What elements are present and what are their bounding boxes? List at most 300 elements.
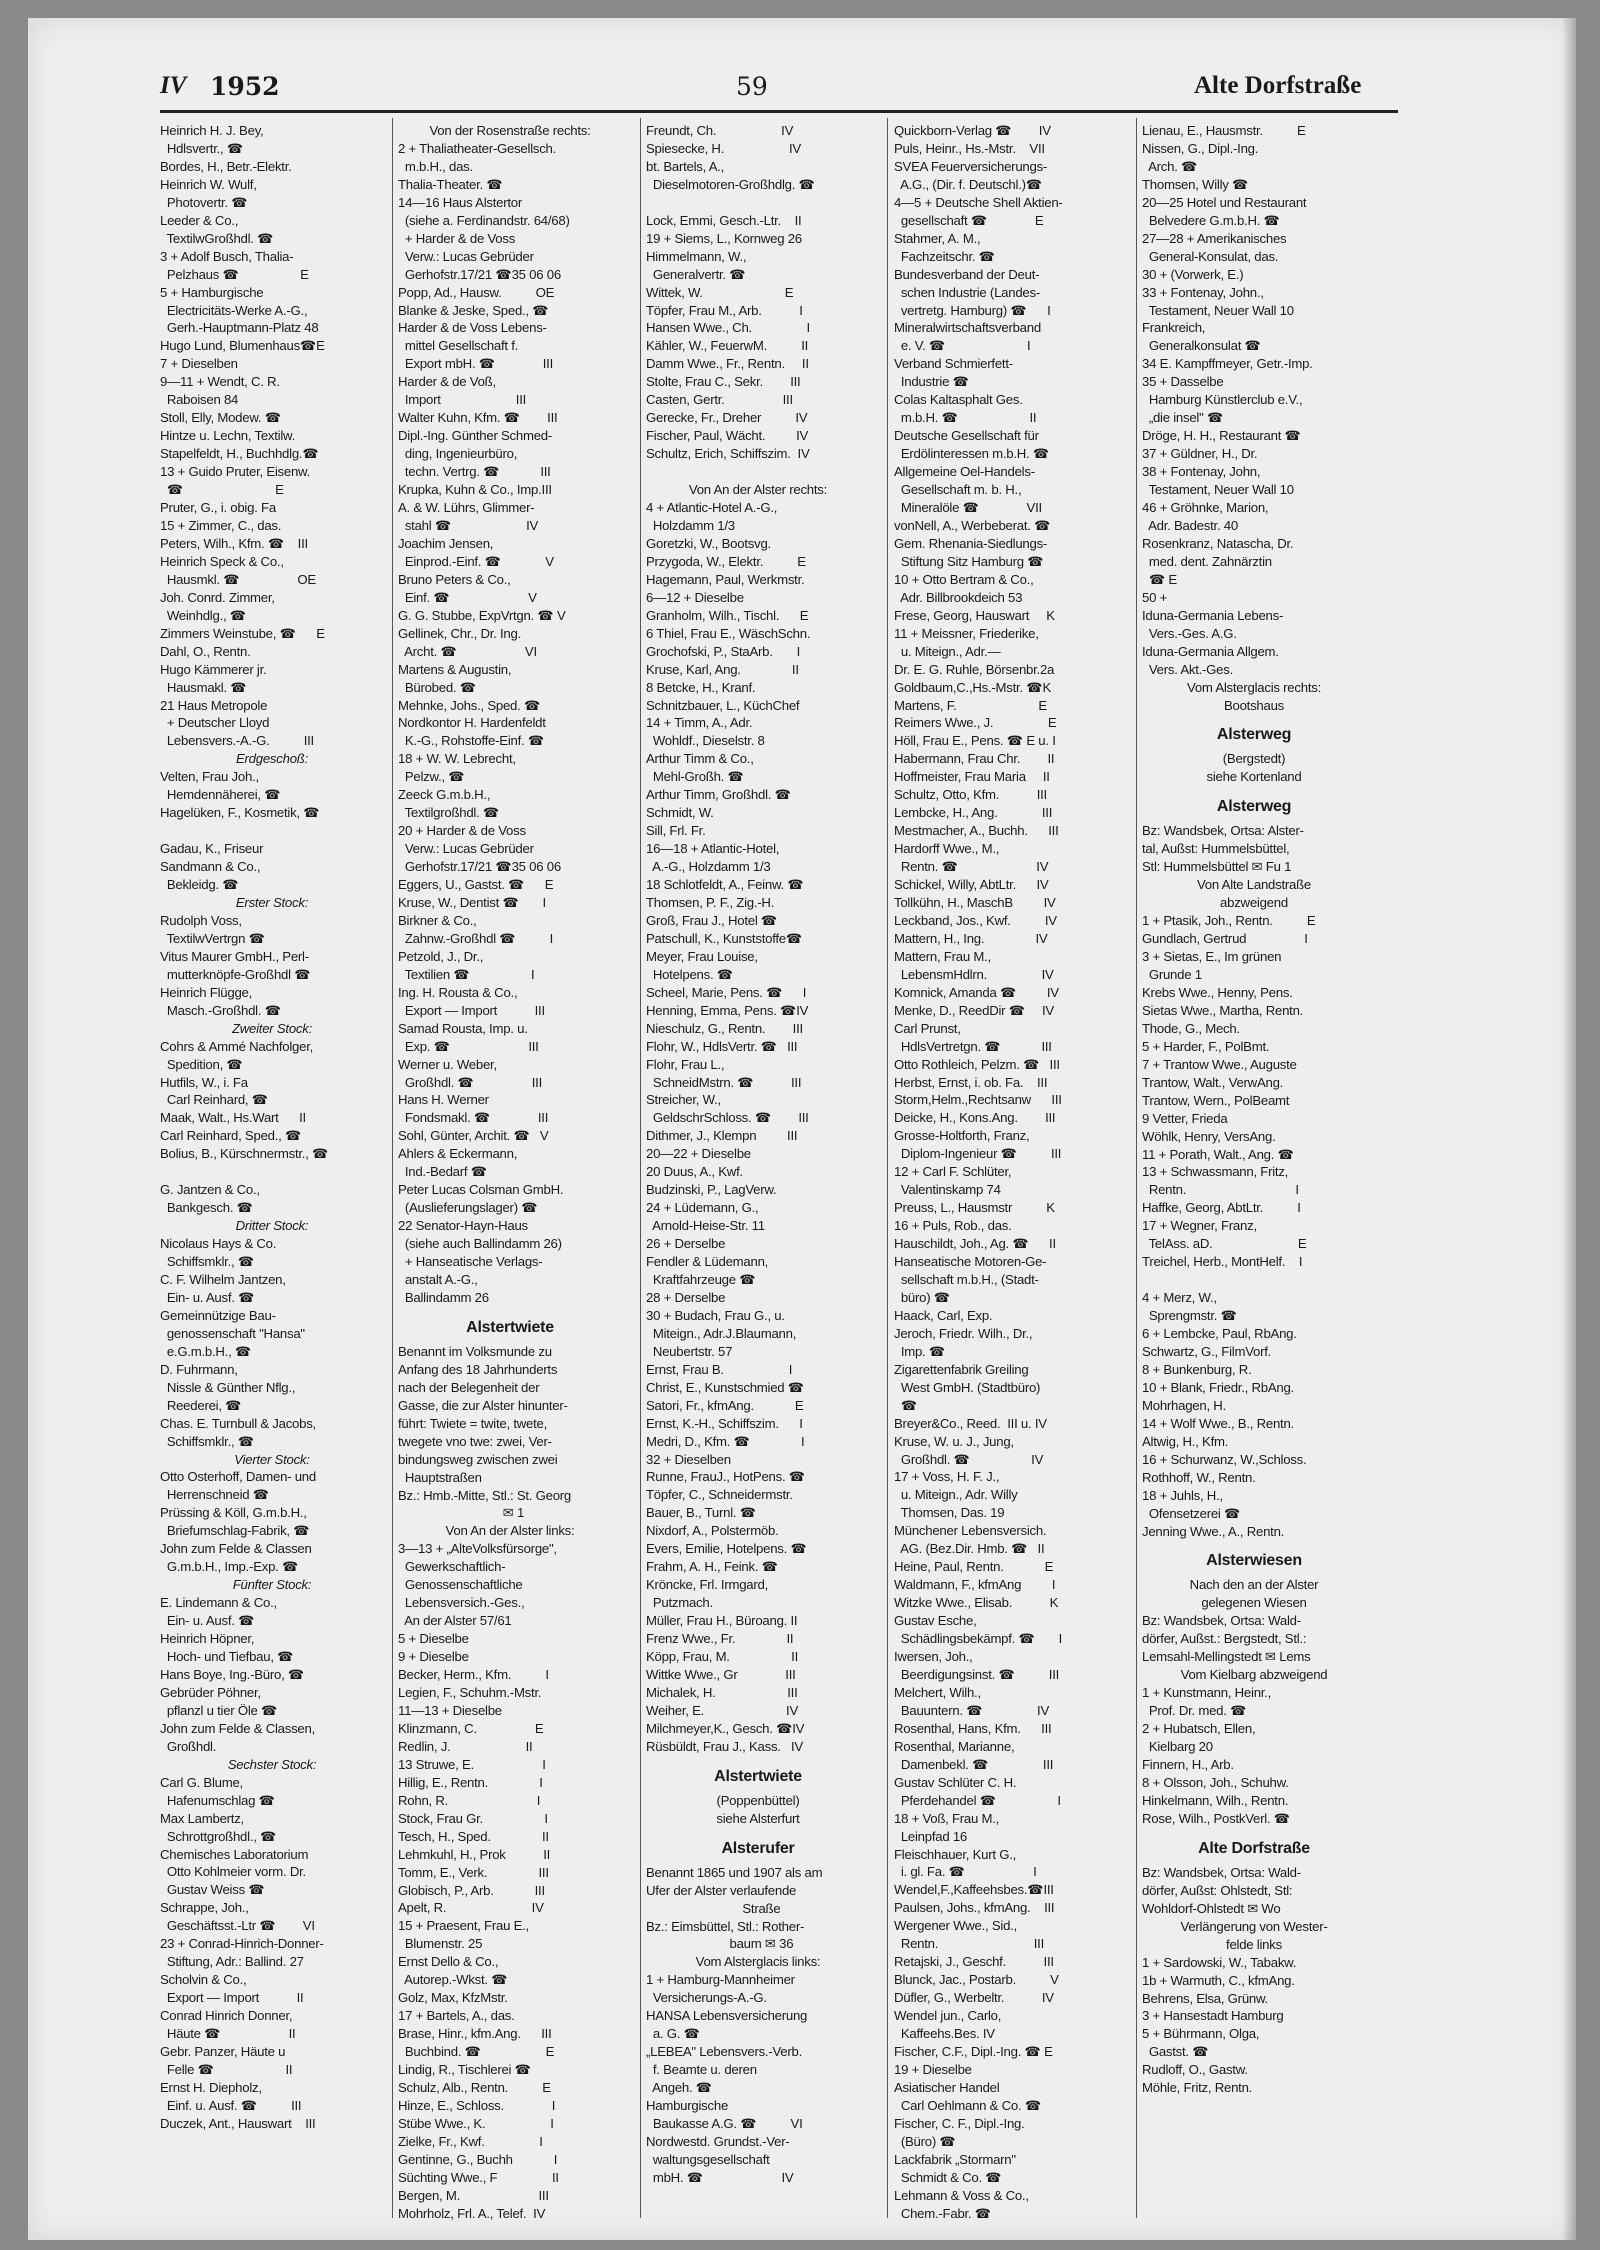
directory-entry: Vers. Akt.-Ges. <box>1142 661 1234 677</box>
directory-entry: Mehl-Großh. ☎ <box>646 769 744 785</box>
section-note: ✉ 1 <box>495 1505 525 1521</box>
directory-entry: 23 + Conrad-Hinrich-Donner- <box>160 1936 324 1952</box>
directory-entry: Imp. ☎ <box>894 1343 946 1359</box>
directory-entry: 32 + Dieselben <box>646 1451 731 1467</box>
directory-entry: Rüsbüldt, Frau J., Kass. IV <box>646 1738 803 1754</box>
directory-entry: Klinzmann, C. E <box>398 1720 544 1736</box>
directory-entry: Sohl, Günter, Archit. ☎ V <box>398 1128 549 1144</box>
directory-entry: Ind.-Bedarf ☎ <box>398 1164 487 1180</box>
directory-entry: Mehnke, Johs., Sped. ☎ <box>398 697 541 713</box>
directory-entry: TextilwVertrgn ☎ <box>160 930 265 946</box>
directory-entry <box>160 1163 384 1181</box>
directory-entry: 3 + Sietas, E., Im grünen <box>1142 949 1282 965</box>
directory-entry: Baukasse A.G. ☎ VI <box>646 2115 803 2131</box>
directory-entry: Blanke & Jeske, Sped., ☎ <box>398 302 549 318</box>
directory-entry: Ernst H. Diepholz, <box>160 2079 262 2095</box>
directory-entry: Düfler, G., Werbeltr. IV <box>894 1990 1054 2006</box>
directory-entry: Golz, Max, KfzMstr. <box>398 1990 508 2006</box>
directory-entry: Lembcke, H., Ang. III <box>894 805 1053 821</box>
directory-entry: Cohrs & Ammé Nachfolger, <box>160 1038 314 1054</box>
floor-label: Vierter Stock: <box>234 1451 310 1467</box>
directory-entry: 3 + Adolf Busch, Thalia- <box>160 248 294 264</box>
directory-entry: 13 + Schwassmann, Fritz, <box>1142 1164 1289 1180</box>
directory-entry: Otto Osterhoff, Damen- und <box>160 1469 316 1485</box>
directory-entry: SVEA Feuerversicherungs- <box>894 158 1048 174</box>
directory-entry: Töpfer, C., Schneidermstr. <box>646 1487 793 1503</box>
directory-entry: Waldmann, F., kfmAng I <box>894 1577 1056 1593</box>
directory-entry: Petzold, J., Dr., <box>398 948 484 964</box>
directory-entry: mbH. ☎ IV <box>646 2169 794 2185</box>
directory-entry: Rentn. III <box>894 1936 1045 1952</box>
directory-entry: (Auslieferungslager) ☎ <box>398 1200 538 1216</box>
section-note: siehe Kortenland <box>1206 769 1302 785</box>
directory-entry: Witzke Wwe., Elisab. K <box>894 1595 1059 1611</box>
directory-entry: Gerhofstr.17/21 ☎35 06 06 <box>398 266 561 282</box>
directory-entry: Hagelüken, F., Kosmetik, ☎ <box>160 805 320 821</box>
directory-entry: Otto Rothleich, Pelzm. ☎ III <box>894 1056 1060 1072</box>
directory-entry: Henning, Emma, Pens. ☎IV <box>646 1002 809 1018</box>
directory-entry: Putzmach. <box>646 1595 713 1611</box>
directory-entry: Gundlach, Gertrud I <box>1142 931 1308 947</box>
directory-entry: Frahm, A. H., Feink. ☎ <box>646 1559 778 1575</box>
directory-entry: 6—12 + Dieselbe <box>646 589 744 605</box>
directory-entry: A. & W. Lührs, Glimmer- <box>398 500 535 516</box>
directory-entry: 46 + Gröhnke, Marion, <box>1142 500 1269 516</box>
directory-entry: 2 + Thaliatheater-Gesellsch. <box>398 140 557 156</box>
directory-entry: 17 + Wegner, Franz, <box>1142 1218 1257 1234</box>
directory-entry: Prüssing & Köll, G.m.b.H., <box>160 1505 307 1521</box>
directory-entry: Testament, Neuer Wall 10 <box>1142 302 1294 318</box>
directory-entry: Bz: Wandsbek, Ortsa: Wald- <box>1142 1613 1301 1629</box>
directory-entry: 5 + Harder, F., PolBmt. <box>1142 1038 1270 1054</box>
directory-entry: 11 + Meissner, Friederike, <box>894 625 1039 641</box>
directory-entry: Lehmkuhl, H., Prok II <box>398 1846 551 1862</box>
directory-entry: Hansen Wwe., Ch. I <box>646 320 810 336</box>
section-note: Vom Alsterglacis links: <box>695 1954 821 1970</box>
running-head-street: Alte Dorfstraße <box>1194 72 1362 99</box>
directory-entry: 8 + Olsson, Joh., Schuhw. <box>1142 1774 1289 1790</box>
directory-entry: Holzdamm 1/3 <box>646 517 735 533</box>
directory-entry: Hauptstraßen <box>398 1469 482 1485</box>
directory-entry: Hotelpens. ☎ <box>646 966 733 982</box>
directory-entry: Zigarettenfabrik Greiling <box>894 1361 1029 1377</box>
directory-entry: Weiher, E. IV <box>646 1702 798 1718</box>
directory-entry: Carl Prunst, <box>894 1020 961 1036</box>
directory-entry: An der Alster 57/61 <box>398 1613 512 1629</box>
directory-entry: Rose, Wilh., PostkVerl. ☎ <box>1142 1810 1290 1826</box>
directory-entry: Generalvertr. ☎ <box>646 266 746 282</box>
directory-entry: Dahl, O., Rentn. <box>160 643 251 659</box>
directory-entry: Zielke, Fr., Kwf. I <box>398 2133 543 2149</box>
directory-entry: Pelzhaus ☎ E <box>160 266 309 282</box>
directory-entry: Schädlingsbekämpf. ☎ I <box>894 1631 1062 1647</box>
directory-entry: 9 + Dieselbe <box>398 1649 469 1665</box>
directory-entry: Schnitzbauer, L., KüchChef <box>646 697 800 713</box>
directory-entry: Gustav Weiss ☎ <box>160 1882 265 1898</box>
directory-entry: Photovertr. ☎ <box>160 194 248 210</box>
directory-entry: Fachzeitschr. ☎ <box>894 248 995 264</box>
directory-entry: 20 + Harder & de Voss <box>398 823 526 839</box>
directory-entry: Paulsen, Johs., kfmAng. III <box>894 1900 1055 1916</box>
section-note: (Bergstedt) <box>1222 751 1286 767</box>
directory-entry: SchneidMstrn. ☎ III <box>646 1074 802 1090</box>
directory-entry: Granholm, Wilh., Tischl. E <box>646 607 809 623</box>
directory-entry: Schultz, Otto, Kfm. III <box>894 787 1047 803</box>
directory-entry: Nissle & Günther Nflg., <box>160 1379 296 1395</box>
directory-entry: John zum Felde & Classen, <box>160 1720 316 1736</box>
directory-entry: Mestmacher, A., Buchh. III <box>894 823 1059 839</box>
directory-entry: Haffke, Georg, AbtLtr. I <box>1142 1200 1301 1216</box>
directory-entry: vonNell, A., Werbeberat. ☎ <box>894 517 1051 533</box>
directory-entry: Möhle, Fritz, Rentn. <box>1142 2080 1253 2096</box>
directory-entry: 10 + Blank, Friedr., RbAng. <box>1142 1379 1294 1395</box>
directory-entry: „LEBEA" Lebensvers.-Verb. <box>646 2044 803 2060</box>
directory-entry: Hanseatische Motoren-Ge- <box>894 1254 1047 1270</box>
directory-entry: A.-G., Holzdamm 1/3 <box>646 859 771 875</box>
directory-entry: Nieschulz, G., Rentn. III <box>646 1020 803 1036</box>
directory-entry: Generalkonsulat ☎ <box>1142 338 1261 354</box>
directory-entry: 4 + Merz, W., <box>1142 1290 1217 1306</box>
directory-entry: Geschäftsst.-Ltr ☎ VI <box>160 1918 315 1934</box>
directory-entry: Hardorff Wwe., M., <box>894 841 1000 857</box>
directory-entry: Sietas Wwe., Martha, Rentn. <box>1142 1002 1304 1018</box>
directory-entry: Freundt, Ch. IV <box>646 123 794 138</box>
column-4 <box>894 122 1118 2223</box>
directory-entry: ☎ E <box>160 482 284 498</box>
directory-entry: Lock, Emmi, Gesch.-Ltr. II <box>646 212 802 228</box>
street-heading: Alsterwiesen <box>1142 1550 1366 1572</box>
directory-entry: 1b + Warmuth, C., kfmAng. <box>1142 1972 1295 1988</box>
directory-entry: Angeh. ☎ <box>646 2080 712 2096</box>
directory-entry: Rosenthal, Hans, Kfm. III <box>894 1720 1052 1736</box>
directory-entry: TelAss. aD. E <box>1142 1236 1307 1252</box>
directory-entry: 33 + Fontenay, John., <box>1142 284 1264 300</box>
directory-entry: 11 + Porath, Walt., Ang. ☎ <box>1142 1146 1294 1162</box>
directory-entry: Neubertstr. 57 <box>646 1343 733 1359</box>
directory-entry: 24 + Lüdemann, G., <box>646 1200 759 1216</box>
directory-entry: Carl Oehlmann & Co. ☎ <box>894 2097 1042 2113</box>
directory-entry: büro) ☎ <box>894 1289 950 1305</box>
directory-entry: 4 + Atlantic-Hotel A.-G., <box>646 500 778 516</box>
directory-entry: Fischer, C.F., Dipl.-Ing. ☎ E <box>894 2043 1053 2059</box>
section-note: Verlängerung von Wester- <box>1180 1918 1328 1934</box>
directory-entry: Rohn, R. I <box>398 1792 541 1808</box>
directory-entry: Harder & de Voß, <box>398 374 496 390</box>
directory-entry: Lehmann & Voss & Co., <box>894 2187 1029 2203</box>
directory-entry: Fischer, Paul, Wächt. IV <box>646 428 809 444</box>
directory-entry <box>646 194 870 212</box>
directory-entry: Kaffeehs.Bes. IV <box>894 2026 995 2042</box>
directory-entry: Hugo Lund, Blumenhaus☎E <box>160 338 325 354</box>
directory-entry: Gustav Esche, <box>894 1613 977 1629</box>
directory-entry: vertretg. Hamburg) ☎ I <box>894 302 1051 318</box>
directory-entry: mutterknöpfe-Großhdl ☎ <box>160 966 311 982</box>
directory-entry: Töpfer, Frau M., Arb. I <box>646 302 803 318</box>
directory-entry: Gasse, die zur Alster hinunter- <box>398 1397 568 1413</box>
directory-entry: 34 E. Kampffmeyer, Getr.-Imp. <box>1142 356 1313 372</box>
directory-entry: Ufer der Alster verlaufende <box>646 1882 797 1898</box>
directory-entry: Przygoda, W., Elektr. E <box>646 553 806 569</box>
directory-entry: Krupka, Kuhn & Co., Imp.III <box>398 482 552 498</box>
directory-entry: Pelzw., ☎ <box>398 769 465 785</box>
directory-entry: Melchert, Wilh., <box>894 1684 981 1700</box>
directory-entry: 1 + Kunstmann, Heinr., <box>1142 1685 1272 1701</box>
directory-entry: Exp. ☎ III <box>398 1038 539 1054</box>
directory-entry: Benannt 1865 und 1907 als am <box>646 1864 823 1880</box>
directory-entry: Hdlsvertr., ☎ <box>160 140 244 156</box>
directory-entry: Deicke, H., Kons.Ang. III <box>894 1110 1056 1126</box>
directory-entry: Heinrich Flügge, <box>160 984 253 1000</box>
section-note: Von der Rosenstraße rechts: <box>429 123 591 138</box>
directory-entry: Martens, F. E <box>894 697 1047 713</box>
directory-entry: Fleischhauer, Kurt G., <box>894 1846 1017 1862</box>
directory-entry: pflanzl u tier Öle ☎ <box>160 1702 278 1718</box>
directory-entry: Hans H. Werner <box>398 1092 489 1108</box>
directory-entry: Bekleidg. ☎ <box>160 877 239 893</box>
directory-entry: Behrens, Elsa, Grünw. <box>1142 1990 1268 2006</box>
floor-label: Dritter Stock: <box>235 1218 309 1234</box>
directory-entry: Carl G. Blume, <box>160 1774 243 1790</box>
directory-entry: Nissen, G., Dipl.-Ing. <box>1142 140 1259 156</box>
directory-entry: Gem. Rhenania-Siedlungs- <box>894 535 1048 551</box>
directory-entry: Stiftung Sitz Hamburg ☎ <box>894 553 1044 569</box>
directory-entry: Dröge, H. H., Restaurant ☎ <box>1142 428 1301 444</box>
directory-entry: Hamburg Künstlerclub e.V., <box>1142 392 1303 408</box>
directory-entry: 9—11 + Wendt, C. R. <box>160 374 280 390</box>
directory-entry: + Harder & de Voss <box>398 230 516 246</box>
directory-entry: 17 + Bartels, A., das. <box>398 2008 515 2024</box>
directory-entry: Dieselmotoren-Großhdlg. ☎ <box>646 176 815 192</box>
directory-entry: Ballindamm 26 <box>398 1289 489 1305</box>
directory-entry: Carl Reinhard, ☎ <box>160 1092 268 1108</box>
directory-entry: Quickborn-Verlag ☎ IV <box>894 123 1051 138</box>
section-note: (Poppenbüttel) <box>716 1792 800 1808</box>
directory-entry: Preuss, L., Hausmstr K <box>894 1200 1055 1216</box>
section-note: baum ✉ 36 <box>722 1936 794 1952</box>
directory-entry: Hinkelmann, Wilh., Rentn. <box>1142 1792 1289 1808</box>
directory-entry: Zeeck G.m.b.H., <box>398 787 491 803</box>
directory-entry: Arnold-Heise-Str. 11 <box>646 1218 765 1234</box>
directory-entry: Kruse, W., Dentist ☎ I <box>398 894 546 910</box>
directory-entry: 19 + Siems, L., Kornweg 26 <box>646 230 802 246</box>
section-note: felde links <box>1226 1936 1282 1952</box>
directory-entry: Hinze, E., Schloss. I <box>398 2097 556 2113</box>
directory-entry: Stahmer, A. M., <box>894 230 981 246</box>
directory-entry: 18 + Voß, Frau M., <box>894 1810 1000 1826</box>
directory-entry: Wohldf., Dieselstr. 8 <box>646 733 765 749</box>
directory-entry: Sandmann & Co., <box>160 859 261 875</box>
directory-entry: Electricitäts-Werke A.-G., <box>160 302 308 318</box>
directory-entry: 30 + Budach, Frau G., u. <box>646 1307 785 1323</box>
directory-entry: Deutsche Gesellschaft für <box>894 428 1039 444</box>
directory-entry: a. G. ☎ <box>646 2026 700 2042</box>
section-note: gelegenen Wiesen <box>1201 1595 1307 1611</box>
directory-entry: Fendler & Lüdemann, <box>646 1254 769 1270</box>
directory-entry: Gebrüder Pöhner, <box>160 1684 261 1700</box>
directory-entry: Stolte, Frau C., Sekr. III <box>646 374 801 390</box>
directory-entry: Asiatischer Handel <box>894 2079 1000 2095</box>
directory-entry: Ernst, K.-H., Schiffszim. I <box>646 1415 803 1431</box>
directory-entry: Tomm, E., Verk. III <box>398 1864 549 1880</box>
directory-entry: 18 + Juhls, H., <box>1142 1487 1223 1503</box>
directory-entry: Velten, Frau Joh., <box>160 769 259 785</box>
directory-entry: G.m.b.H., Imp.-Exp. ☎ <box>160 1559 299 1575</box>
directory-entry: Mineralwirtschaftsverband <box>894 320 1041 336</box>
directory-entry: G. G. Stubbe, ExpVrtgn. ☎ V <box>398 607 566 623</box>
directory-entry: Rothhoff, W., Rentn. <box>1142 1469 1256 1485</box>
section-note: Von An der Alster rechts: <box>688 482 828 498</box>
directory-entry: Zimmers Weinstube, ☎ E <box>160 625 325 641</box>
directory-entry: Häute ☎ II <box>160 2026 296 2042</box>
directory-entry: 3 + Hansestadt Hamburg <box>1142 2008 1284 2024</box>
directory-entry: Conrad Hinrich Donner, <box>160 2008 293 2024</box>
directory-entry: 7 + Dieselben <box>160 356 238 372</box>
section-note: siehe Alsterfurt <box>716 1810 800 1826</box>
directory-entry: Gadau, K., Friseur <box>160 841 264 857</box>
directory-entry: Lienau, E., Hausmstr. E <box>1142 123 1306 138</box>
directory-entry: Stoll, Elly, Modew. ☎ <box>160 410 281 426</box>
directory-entry: Trantow, Walt., VerwAng. <box>1142 1074 1284 1090</box>
directory-entry: Gemeinnützige Bau- <box>160 1307 276 1323</box>
directory-entry: Hausmakl. ☎ <box>160 679 247 695</box>
directory-entry: Herbst, Ernst, i. ob. Fa. III <box>894 1074 1048 1090</box>
directory-entry: Arthur Timm, Großhdl. ☎ <box>646 787 791 803</box>
directory-entry: Gebr. Panzer, Häute u <box>160 2043 286 2059</box>
directory-entry: Müller, Frau H., Büroang. II <box>646 1613 798 1629</box>
directory-entry: Verw.: Lucas Gebrüder <box>398 248 534 264</box>
directory-entry: Lebensversich.-Ges., <box>398 1595 525 1611</box>
directory-entry: Eggers, U., Gastst. ☎ E <box>398 877 554 893</box>
directory-entry: Versicherungs-A.-G. <box>646 1990 767 2006</box>
column-1 <box>160 122 384 2133</box>
directory-entry: C. F. Wilhelm Jantzen, <box>160 1272 286 1287</box>
directory-entry: Frese, Georg, Hauswart K <box>894 607 1055 623</box>
directory-entry: Felle ☎ II <box>160 2061 293 2077</box>
section-note: Vom Kielbarg abzweigend <box>1180 1667 1328 1683</box>
directory-entry: 4—5 + Deutsche Shell Aktien- <box>894 194 1063 210</box>
directory-entry: Joh. Conrd. Zimmer, <box>160 589 275 605</box>
directory-entry: bindungsweg zwischen zwei <box>398 1451 558 1467</box>
directory-entry: D. Fuhrmann, <box>160 1361 238 1377</box>
directory-entry <box>1142 1271 1366 1289</box>
directory-entry: Bürobed. ☎ <box>398 679 476 695</box>
directory-entry: Joachim Jensen, <box>398 535 494 551</box>
directory-entry: Peter Lucas Colsman GmbH. <box>398 1182 564 1198</box>
directory-entry: HdlsVertretgn. ☎ III <box>894 1038 1052 1054</box>
column-divider <box>392 118 393 2218</box>
directory-entry: John zum Felde & Classen <box>160 1541 312 1557</box>
directory-entry: Hugo Kämmerer jr. <box>160 661 267 677</box>
directory-entry: Gustav Schlüter C. H. <box>894 1774 1017 1790</box>
directory-entry: Schwartz, G., FilmVorf. <box>1142 1344 1272 1359</box>
directory-entry: Mineralöle ☎ VII <box>894 500 1042 516</box>
directory-entry: Finnern, H., Arb. <box>1142 1757 1234 1773</box>
directory-entry: Kraftfahrzeuge ☎ <box>646 1272 756 1287</box>
directory-entry: anstalt A.-G., <box>398 1272 478 1287</box>
directory-entry: Brase, Hinr., kfm.Ang. III <box>398 2026 552 2042</box>
directory-entry: Blunck, Jac., Postarb. V <box>894 1972 1059 1988</box>
directory-entry: Pruter, G., i. obig. Fa <box>160 500 276 516</box>
directory-entry: Kruse, Karl, Ang. II <box>646 661 799 677</box>
directory-entry: Miteign., Adr.J.Blaumann, <box>646 1325 797 1341</box>
column-divider <box>1136 118 1137 2218</box>
directory-entry: (siehe a. Ferdinandstr. 64/68) <box>398 212 570 228</box>
directory-entry: Leckband, Jos., Kwf. IV <box>894 912 1057 928</box>
directory-entry: Hagemann, Paul, Werkmstr. <box>646 571 805 587</box>
directory-entry: Buchbind. ☎ E <box>398 2044 555 2060</box>
directory-entry: Goldbaum,C.,Hs.-Mstr. ☎K <box>894 679 1051 695</box>
directory-entry: Anfang des 18 Jahrhunderts <box>398 1361 558 1377</box>
directory-entry: Kielbarg 20 <box>1142 1739 1213 1755</box>
directory-entry: Casten, Gertr. III <box>646 392 793 408</box>
directory-entry: Wittke Wwe., Gr III <box>646 1666 796 1682</box>
page-number: 59 <box>736 72 768 101</box>
street-heading: Alsterweg <box>1142 796 1366 818</box>
directory-entry: Testament, Neuer Wall 10 <box>1142 482 1294 498</box>
directory-entry: 5 + Bührmann, Olga, <box>1142 2026 1260 2042</box>
directory-entry: Schmidt & Co. ☎ <box>894 2169 1002 2185</box>
directory-entry: TextilwGroßhdl. ☎ <box>160 230 274 246</box>
directory-entry: Großhdl. <box>160 1738 217 1754</box>
directory-entry: 35 + Dasselbe <box>1142 374 1224 390</box>
directory-entry: Bz: Wandsbek, Ortsa: Alster- <box>1142 823 1304 839</box>
directory-entry: Legien, F., Schuhm.-Mstr. <box>398 1685 542 1701</box>
directory-entry: 13 Struwe, E. I <box>398 1756 546 1772</box>
directory-entry: ding, Ingenieurbüro, <box>398 446 518 462</box>
directory-entry: Belvedere G.m.b.H. ☎ <box>1142 212 1280 228</box>
directory-entry: 12 + Carl F. Schlüter, <box>894 1164 1012 1180</box>
street-heading: Alte Dorfstraße <box>1142 1838 1366 1860</box>
directory-entry: Milchmeyer,K., Gesch. ☎IV <box>646 1720 805 1736</box>
directory-entry: 17 + Voss, H. F. J., <box>894 1469 1000 1485</box>
directory-entry: e.G.m.b.H., ☎ <box>160 1343 252 1359</box>
directory-entry: Einprod.-Einf. ☎ V <box>398 553 554 569</box>
directory-entry: HANSA Lebensversicherung <box>646 2008 808 2024</box>
directory-entry: Mattern, Frau M., <box>894 948 991 964</box>
directory-entry: 30 + (Vorwerk, E.) <box>1142 266 1244 282</box>
directory-entry: Stübe Wwe., K. I <box>398 2115 554 2131</box>
directory-entry: twegete vno twe: zwei, Ver- <box>398 1433 552 1449</box>
directory-entry: Tesch, H., Sped. II <box>398 1828 549 1844</box>
directory-entry: Ernst, Frau B. I <box>646 1361 793 1377</box>
directory-entry: Thode, G., Mech. <box>1142 1020 1240 1036</box>
directory-entry: Spedition, ☎ <box>160 1056 243 1072</box>
directory-entry: Höll, Frau E., Pens. ☎ E u. I <box>894 733 1056 749</box>
directory-entry: Hauschildt, Joh., Ag. ☎ II <box>894 1236 1056 1252</box>
column-5 <box>1142 122 1366 2097</box>
directory-entry: Iwersen, Joh., <box>894 1649 973 1665</box>
directory-entry: Schiffsmklr., ☎ <box>160 1254 255 1270</box>
directory-entry: Textilgroßhdl. ☎ <box>398 805 500 821</box>
directory-entry: Damenbekl. ☎ III <box>894 1756 1054 1772</box>
directory-entry: Walter Kuhn, Kfm. ☎ III <box>398 410 558 426</box>
directory-entry: Nixdorf, A., Polstermöb. <box>646 1523 779 1539</box>
directory-entry: 26 + Derselbe <box>646 1236 726 1252</box>
directory-entry: ☎ <box>894 1397 918 1413</box>
directory-entry: bt. Bartels, A., <box>646 158 725 174</box>
directory-entry: Lackfabrik „Stormarn" <box>894 2151 1016 2167</box>
directory-entry: 20—22 + Dieselbe <box>646 1146 751 1162</box>
directory-entry: Patschull, K., Kunststoffe☎ <box>646 930 803 946</box>
directory-entry: Pferdehandel ☎ I <box>894 1792 1061 1808</box>
directory-entry: Vitus Maurer GmbH., Perl- <box>160 948 309 964</box>
directory-entry: 28 + Derselbe <box>646 1289 726 1305</box>
directory-entry: 5 + Hamburgische <box>160 284 264 300</box>
directory-entry: Ofensetzerei ☎ <box>1142 1505 1241 1521</box>
section-note: Von An der Alster links: <box>445 1523 575 1539</box>
directory-entry: 1 + Hamburg-Mannheimer <box>646 1972 795 1988</box>
directory-entry: Import III <box>398 392 527 408</box>
